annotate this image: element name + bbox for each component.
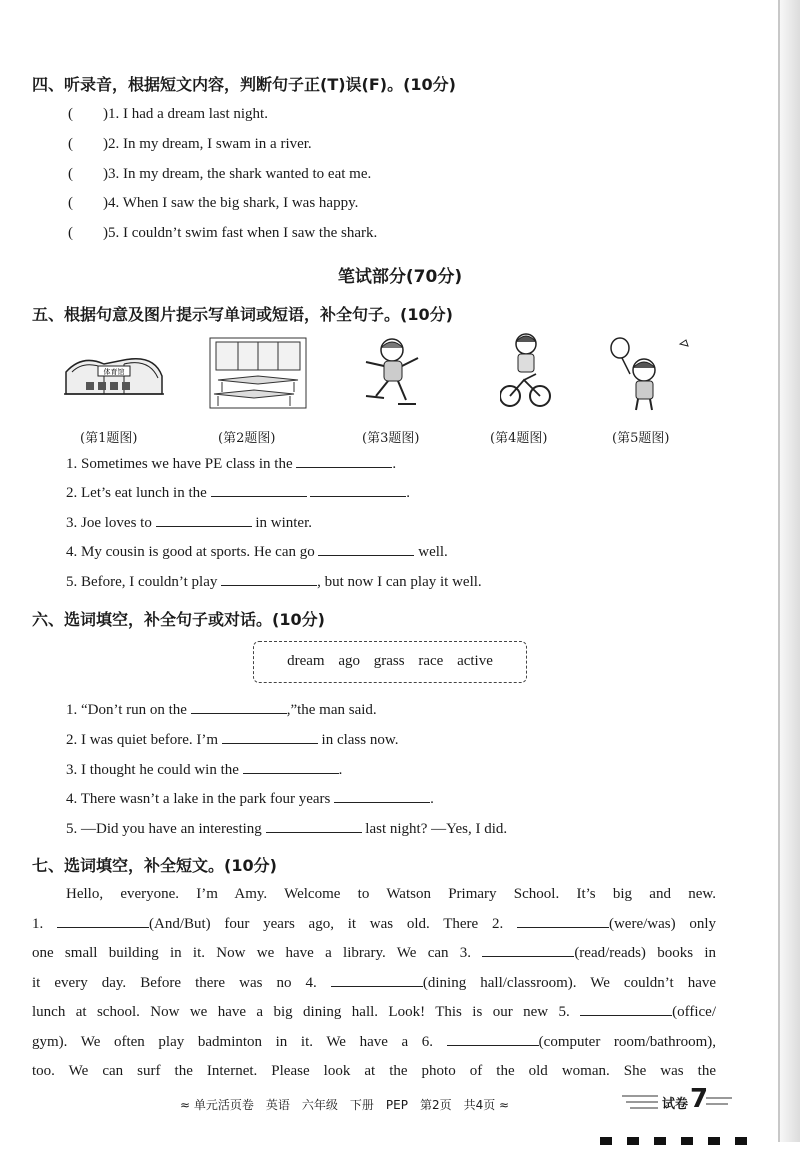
answer-blank[interactable] bbox=[318, 541, 414, 556]
written-part-title: 笔试部分(70分) bbox=[337, 267, 463, 287]
caption-4: (第4题图) bbox=[490, 431, 548, 446]
passage-line: one small building in it. Now we have a library. We can 3. (read/reads) books in bbox=[32, 939, 716, 969]
section-7-title: 七、选词填空，补全短文。(10分) bbox=[32, 856, 277, 875]
caption-5: (第5题图) bbox=[612, 431, 670, 446]
sec5-item-2: 2. Let’s eat lunch in the . bbox=[66, 482, 410, 502]
passage-line: gym). We often play badminton in it. We have a 6. (computer room/bathroom), bbox=[32, 1028, 716, 1058]
passage-line: it every day. Before there was no 4. (dining hall/classroom). We couldn’t have bbox=[32, 969, 716, 999]
passage-line: too. We can surf the Internet. Please look at the photo of the old woman. She was the bbox=[32, 1063, 716, 1079]
caption-3: (第3题图) bbox=[362, 431, 420, 446]
passage-line: Hello, everyone. I’m Amy. Welcome to Watson Primary School. It’s big and new. bbox=[66, 886, 716, 902]
answer-blank[interactable] bbox=[482, 942, 574, 957]
answer-blank[interactable] bbox=[580, 1001, 672, 1016]
word-option: dream bbox=[287, 653, 325, 669]
sec5-item-1: 1. Sometimes we have PE class in the . bbox=[66, 453, 396, 473]
passage bbox=[32, 880, 716, 1087]
caption-1: (第1题图) bbox=[80, 431, 138, 446]
sec5-item-5: 5. Before, I couldn’t play , but now I can play it well. bbox=[66, 571, 482, 591]
sec4-item-5: ( )5. I couldn’t swim fast when I saw the shark. bbox=[68, 225, 378, 241]
sec4-item-2: ( )2. In my dream, I swam in a river. bbox=[68, 136, 312, 152]
sec4-item-3: ( )3. In my dream, the shark wanted to eat me. bbox=[68, 166, 372, 182]
sec6-item-3: 3. I thought he could win the . bbox=[66, 759, 342, 779]
sec4-item-4: ( )4. When I saw the big shark, I was happy. bbox=[68, 195, 359, 211]
sec6-item-1: 1. “Don’t run on the ,”the man said. bbox=[66, 699, 377, 719]
answer-blank[interactable] bbox=[57, 913, 149, 928]
cycling-boy-image bbox=[500, 330, 552, 412]
badge-label: 试卷 bbox=[662, 1097, 689, 1112]
page-number: 7 bbox=[690, 1084, 709, 1114]
word-option: race bbox=[418, 653, 444, 669]
sec6-item-2: 2. I was quiet before. I’m in class now. bbox=[66, 729, 398, 749]
footer bbox=[180, 1096, 509, 1113]
word-bank-box bbox=[253, 641, 527, 683]
footer-text: 单元活页卷 英语 六年级 下册 PEP 第2页 共4页 bbox=[193, 1098, 496, 1112]
answer-blank[interactable] bbox=[296, 453, 392, 468]
sec6-item-4: 4. There wasn’t a lake in the park four years . bbox=[66, 788, 434, 808]
answer-blank[interactable] bbox=[517, 913, 609, 928]
dining-hall-image bbox=[208, 336, 308, 410]
wave-icon: ≈ bbox=[180, 1098, 191, 1112]
wave-icon: ≈ bbox=[499, 1098, 510, 1112]
section-6-title: 六、选词填空，补全句子或对话。(10分) bbox=[32, 610, 325, 629]
answer-blank[interactable] bbox=[310, 482, 406, 497]
section-5-title: 五、根据句意及图片提示写单词或短语，补全句子。(10分) bbox=[32, 305, 453, 324]
word-bank bbox=[254, 653, 526, 670]
answer-blank[interactable] bbox=[191, 699, 287, 714]
page-badge bbox=[622, 1084, 732, 1114]
ice-skating-boy-image bbox=[358, 336, 424, 408]
answer-blank[interactable] bbox=[211, 482, 307, 497]
answer-blank[interactable] bbox=[243, 759, 339, 774]
gym-sign: 体育馆 bbox=[103, 368, 125, 376]
sec5-item-3: 3. Joe loves to in winter. bbox=[66, 512, 312, 532]
word-option: ago bbox=[338, 653, 361, 669]
section-4-title: 四、听录音，根据短文内容，判断句子正(T)误(F)。(10分) bbox=[32, 75, 456, 94]
page-edge bbox=[778, 0, 800, 1142]
caption-2: (第2题图) bbox=[218, 431, 276, 446]
word-option: active bbox=[457, 653, 493, 669]
passage-line: 1. (And/But) four years ago, it was old. There 2. (were/was) only bbox=[32, 910, 716, 940]
sec4-item-1: ( )1. I had a dream last night. bbox=[68, 106, 268, 122]
page-edge-line bbox=[778, 0, 780, 1142]
badminton-boy-image bbox=[608, 336, 692, 412]
answer-blank[interactable] bbox=[222, 729, 318, 744]
sec6-item-5: 5. —Did you have an interesting last night? —Yes, I did. bbox=[66, 818, 507, 838]
answer-blank[interactable] bbox=[331, 972, 423, 987]
answer-blank[interactable] bbox=[266, 818, 362, 833]
answer-blank[interactable] bbox=[156, 512, 252, 527]
answer-blank[interactable] bbox=[334, 788, 430, 803]
answer-blank[interactable] bbox=[221, 571, 317, 586]
gym-building-image bbox=[64, 346, 164, 398]
bottom-dash-row bbox=[600, 1130, 762, 1149]
sec5-item-4: 4. My cousin is good at sports. He can go well. bbox=[66, 541, 448, 561]
passage-line: lunch at school. Now we have a big dining hall. Look! This is our new 5. (office/ bbox=[32, 998, 716, 1028]
answer-blank[interactable] bbox=[447, 1031, 539, 1046]
word-option: grass bbox=[373, 653, 405, 669]
